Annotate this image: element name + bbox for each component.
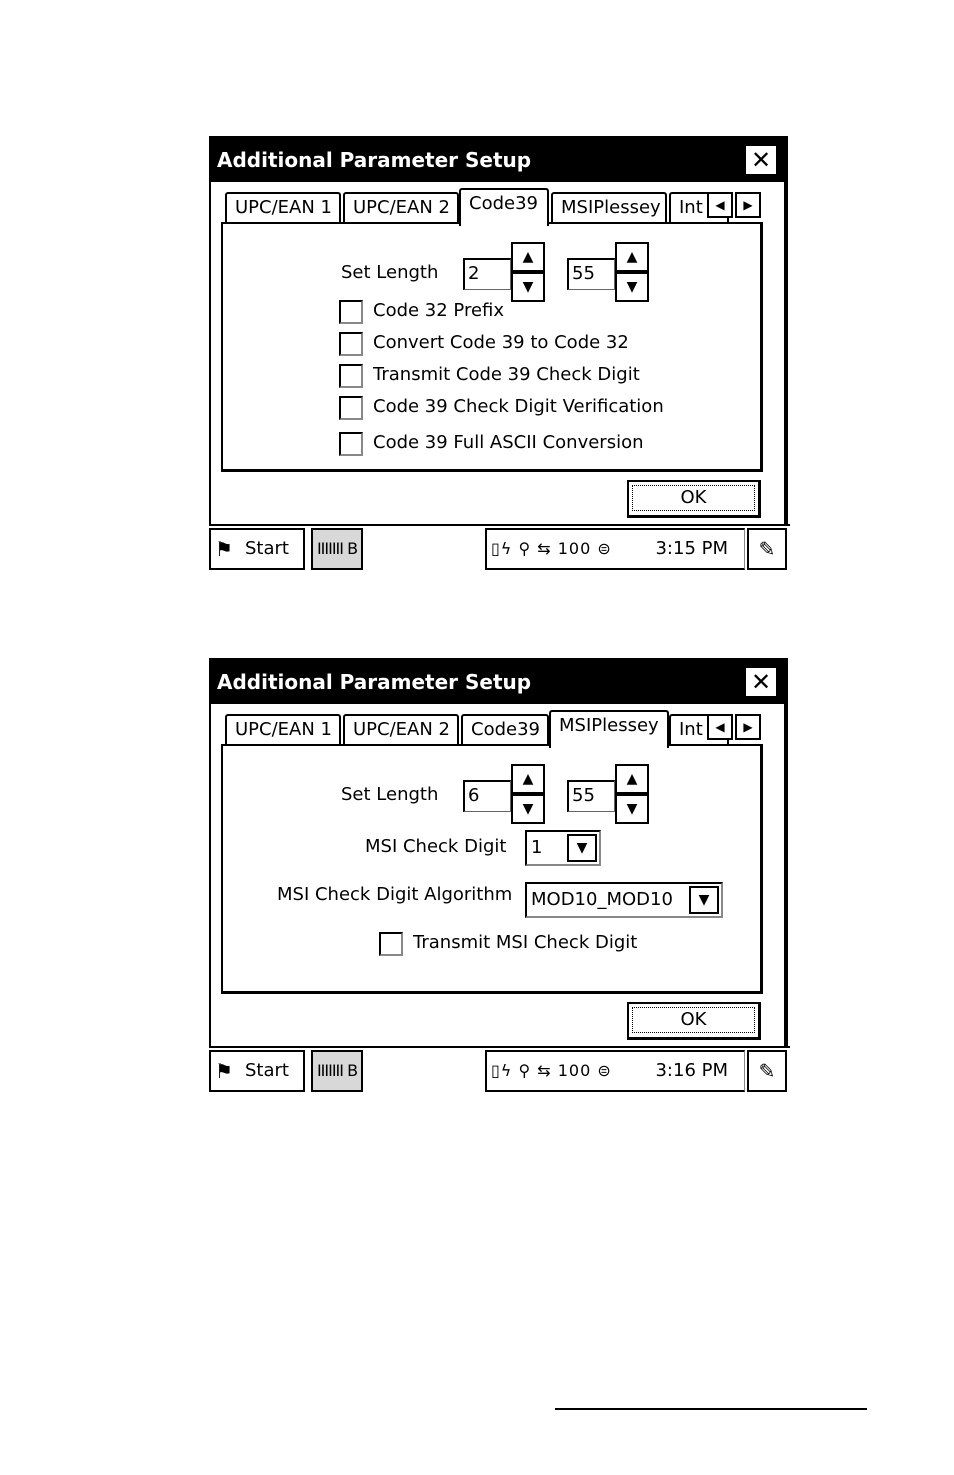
transmit-check-digit-label: Transmit Code 39 Check Digit — [373, 364, 640, 385]
convert-code39-checkbox[interactable] — [339, 332, 363, 356]
tab-int[interactable]: Int — [669, 714, 729, 746]
tab-upc-ean-1[interactable]: UPC/EAN 1 — [225, 192, 341, 224]
set-length-max-input[interactable]: 55 — [567, 258, 615, 290]
max-down-arrow-icon[interactable]: ▼ — [615, 794, 649, 824]
msi-algorithm-label: MSI Check Digit Algorithm — [277, 884, 513, 905]
tab-int[interactable]: Int — [669, 192, 729, 224]
close-icon: ✕ — [750, 146, 772, 174]
code32-prefix-label: Code 32 Prefix — [373, 300, 505, 321]
set-length-label: Set Length — [341, 784, 439, 805]
tab-scroll-left-icon[interactable]: ◀ — [707, 714, 733, 740]
min-down-arrow-icon[interactable]: ▼ — [511, 272, 545, 302]
start-label: Start — [245, 1060, 289, 1081]
min-down-arrow-icon[interactable]: ▼ — [511, 794, 545, 824]
max-down-arrow-icon[interactable]: ▼ — [615, 272, 649, 302]
input-panel-icon[interactable]: ✎ — [747, 528, 787, 570]
full-ascii-label: Code 39 Full ASCII Conversion — [373, 432, 644, 453]
tab-msiplessey[interactable]: MSIPlessey — [549, 710, 669, 748]
start-label: Start — [245, 538, 289, 559]
clock: 3:16 PM — [655, 1060, 728, 1081]
taskbar — [209, 1046, 790, 1092]
set-length-min-input[interactable]: 2 — [463, 258, 511, 290]
start-button[interactable] — [209, 528, 305, 570]
check-digit-verification-label: Code 39 Check Digit Verification — [373, 396, 664, 417]
msiplessey-panel — [221, 744, 763, 994]
barcode-app-button[interactable]: IIIIIII B — [311, 1050, 363, 1092]
clock: 3:15 PM — [655, 538, 728, 559]
tab-code39[interactable]: Code39 — [461, 714, 549, 746]
tab-strip — [223, 188, 783, 224]
msiplessey-setup-window — [209, 658, 788, 1090]
windows-flag-icon: ⚑ — [215, 1059, 233, 1083]
close-button[interactable] — [744, 666, 778, 698]
input-panel-icon[interactable]: ✎ — [747, 1050, 787, 1092]
convert-code39-label: Convert Code 39 to Code 32 — [373, 332, 629, 353]
window-title — [211, 660, 786, 704]
window-title — [211, 138, 786, 182]
tray-status-icons[interactable]: ▯ϟ ⚲ ⇆ 100 ⊜ — [491, 1061, 612, 1080]
close-icon: ✕ — [750, 668, 772, 696]
tab-scroll-right-icon[interactable]: ▶ — [735, 714, 761, 740]
tab-scroll-right-icon[interactable]: ▶ — [735, 192, 761, 218]
tab-msiplessey[interactable]: MSIPlessey — [551, 192, 667, 224]
ok-button[interactable] — [627, 480, 761, 518]
min-up-arrow-icon[interactable]: ▲ — [511, 242, 545, 272]
tab-upc-ean-2[interactable]: UPC/EAN 2 — [343, 714, 459, 746]
check-digit-verification-checkbox[interactable] — [339, 396, 363, 420]
set-length-max-input[interactable]: 55 — [567, 780, 615, 812]
tab-scroll-left-icon[interactable]: ◀ — [707, 192, 733, 218]
msi-algorithm-value: MOD10_MOD10 — [531, 889, 673, 910]
max-up-arrow-icon[interactable]: ▲ — [615, 764, 649, 794]
transmit-check-digit-checkbox[interactable] — [339, 364, 363, 388]
max-up-arrow-icon[interactable]: ▲ — [615, 242, 649, 272]
full-ascii-checkbox[interactable] — [339, 432, 363, 456]
ok-button-label: OK — [632, 485, 755, 511]
page-footer-rule — [555, 1408, 867, 1410]
code39-setup-window — [209, 136, 788, 568]
tab-strip — [223, 710, 783, 746]
start-button[interactable] — [209, 1050, 305, 1092]
msi-algorithm-select[interactable] — [525, 882, 723, 918]
min-up-arrow-icon[interactable]: ▲ — [511, 764, 545, 794]
tab-upc-ean-2[interactable]: UPC/EAN 2 — [343, 192, 459, 224]
chevron-down-icon[interactable]: ▼ — [689, 886, 719, 914]
msi-check-digit-select[interactable] — [525, 830, 601, 866]
code39-panel — [221, 222, 763, 472]
windows-flag-icon: ⚑ — [215, 537, 233, 561]
ok-button-label: OK — [632, 1007, 755, 1033]
transmit-msi-check-digit-label: Transmit MSI Check Digit — [413, 932, 638, 953]
tab-upc-ean-1[interactable]: UPC/EAN 1 — [225, 714, 341, 746]
chevron-down-icon[interactable]: ▼ — [567, 834, 597, 862]
tray-status-icons[interactable]: ▯ϟ ⚲ ⇆ 100 ⊜ — [491, 539, 612, 558]
msi-check-digit-value: 1 — [531, 837, 543, 858]
msi-check-digit-label: MSI Check Digit — [365, 836, 507, 857]
set-length-label: Set Length — [341, 262, 439, 283]
taskbar — [209, 524, 790, 570]
window-title-text: Additional Parameter Setup — [217, 670, 532, 694]
transmit-msi-check-digit-checkbox[interactable] — [379, 932, 403, 956]
window-title-text: Additional Parameter Setup — [217, 148, 532, 172]
barcode-app-button[interactable]: IIIIIII B — [311, 528, 363, 570]
set-length-min-input[interactable]: 6 — [463, 780, 511, 812]
code32-prefix-checkbox[interactable] — [339, 300, 363, 324]
ok-button[interactable] — [627, 1002, 761, 1040]
close-button[interactable] — [744, 144, 778, 176]
system-tray — [485, 528, 745, 570]
system-tray — [485, 1050, 745, 1092]
tab-code39[interactable]: Code39 — [459, 188, 549, 226]
